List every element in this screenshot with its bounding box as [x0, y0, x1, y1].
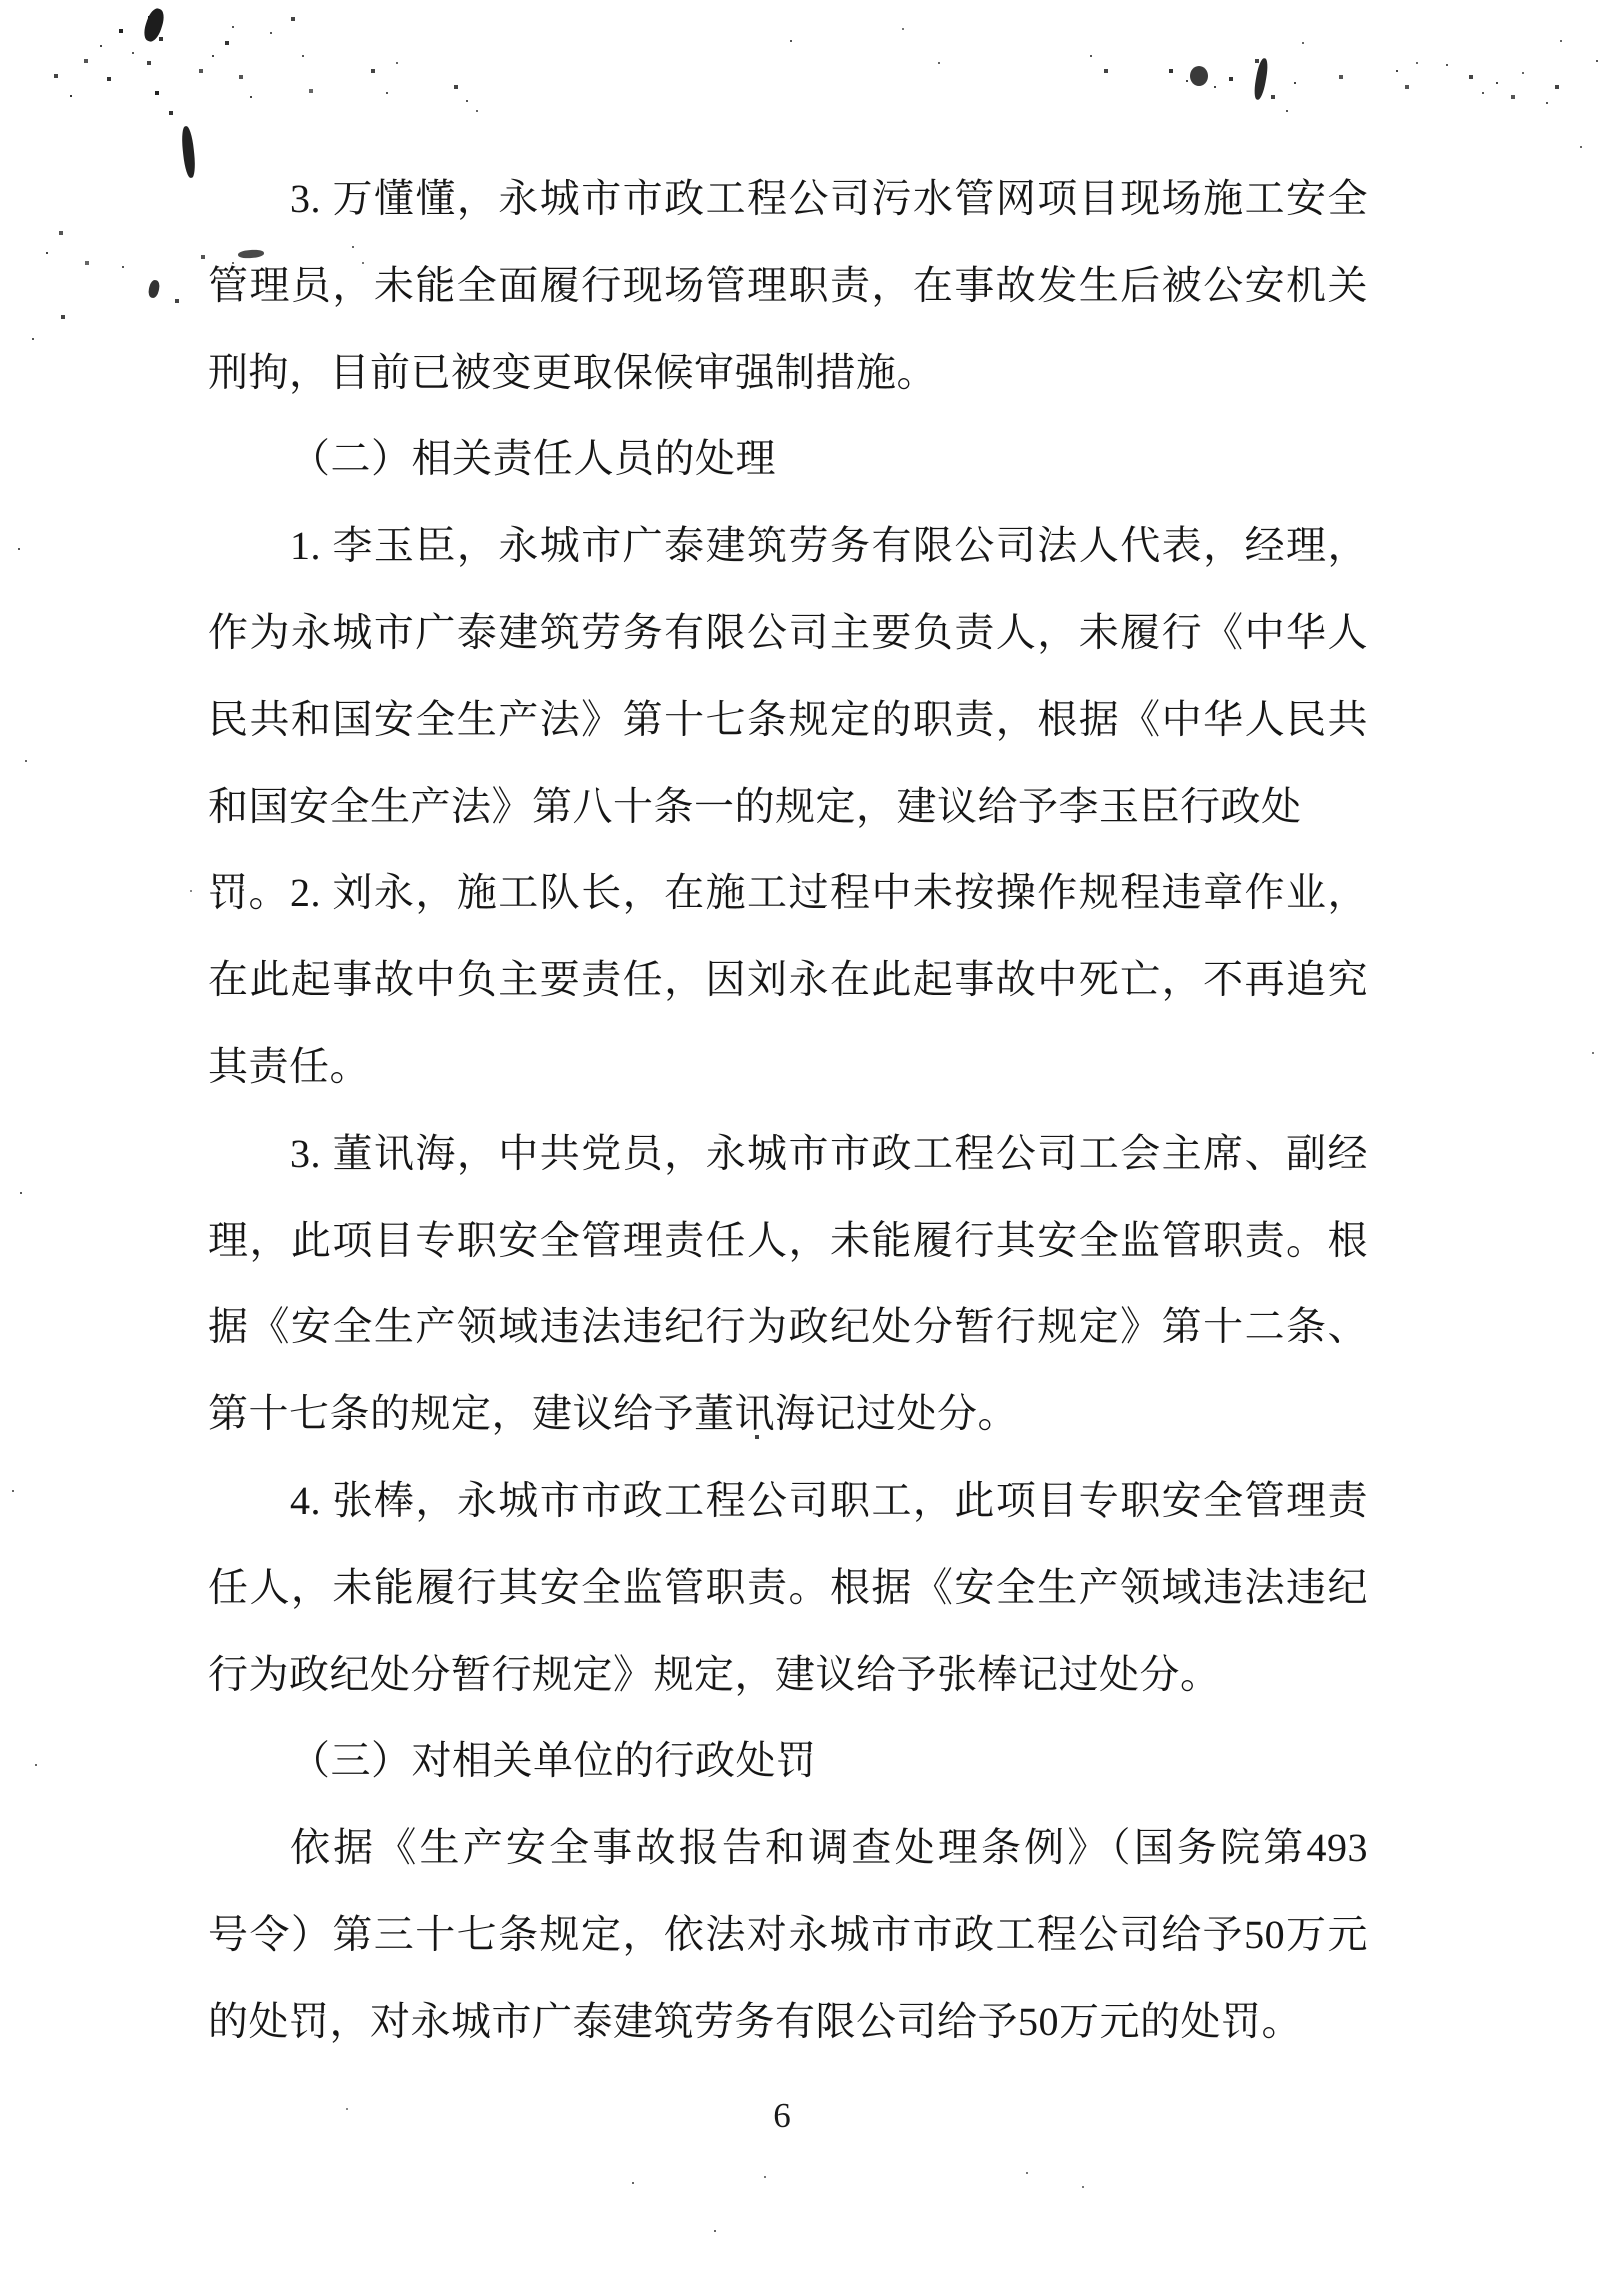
text-line-4: （二）相关责任人员的处理 — [290, 436, 776, 482]
ink-blot — [1252, 57, 1269, 100]
text-line-16: 4. 张棒，永城市市政工程公司职工，此项目专职安全管理责 — [290, 1477, 1368, 1523]
text-line-21: 号令）第三十七条规定，依法对永城市市政工程公司给予50万元 — [208, 1911, 1368, 1957]
text-line-12: 3. 董讯海，中共党员，永城市市政工程公司工会主席、副经 — [290, 1130, 1368, 1176]
ink-blot — [1190, 66, 1208, 86]
ink-blot — [141, 6, 167, 43]
page-number: 6 — [773, 2096, 791, 2135]
text-line-15: 第十七条的规定，建议给予董讯海记过处分。 — [208, 1391, 1018, 1437]
text-line-14: 据《安全生产领域违法违纪行为政纪处分暂行规定》第十二条、 — [208, 1304, 1368, 1350]
ink-blot — [180, 126, 196, 179]
text-line-7: 民共和国安全生产法》第十七条规定的职责，根据《中华人民共 — [208, 696, 1368, 742]
text-line-1: 3. 万懂懂，永城市市政工程公司污水管网项目现场施工安全 — [290, 176, 1368, 221]
text-line-10: 在此起事故中负主要责任，因刘永在此起事故中死亡，不再追究 — [208, 957, 1368, 1003]
text-line-6: 作为永城市广泰建筑劳务有限公司主要负责人，未履行《中华人 — [208, 609, 1368, 655]
text-line-2: 管理员，未能全面履行现场管理职责，在事故发生后被公安机关 — [208, 262, 1368, 308]
text-line-3: 刑拘，目前已被变更取保候审强制措施。 — [208, 349, 937, 395]
scan-noise-scattered — [0, 0, 2, 2]
text-line-8: 和国安全生产法》第八十条一的规定，建议给予李玉臣行政处罚。 — [208, 783, 1302, 916]
document-body — [208, 156, 1368, 2066]
text-line-17: 任人，未能履行其安全监管职责。根据《安全生产领域违法违纪 — [208, 1564, 1368, 1610]
text-line-19: （三）对相关单位的行政处罚 — [290, 1738, 817, 1784]
text-line-20: 依据《生产安全事故报告和调查处理条例》（国务院第493 — [290, 1825, 1368, 1871]
text-line-9: 2. 刘永，施工队长，在施工过程中未按操作规程违章作业， — [290, 870, 1368, 916]
text-line-11: 其责任。 — [208, 1043, 370, 1089]
ink-blot — [147, 279, 161, 299]
text-line-22: 的处罚，对永城市广泰建筑劳务有限公司给予50万元的处罚。 — [208, 1998, 1302, 2044]
text-line-13: 理，此项目专职安全管理责任人，未能履行其安全监管职责。根 — [208, 1217, 1368, 1263]
text-line-5: 1. 李玉臣，永城市广泰建筑劳务有限公司法人代表，经理， — [290, 523, 1368, 569]
text-line-18: 行为政纪处分暂行规定》规定，建议给予张棒记过处分。 — [208, 1651, 1221, 1697]
